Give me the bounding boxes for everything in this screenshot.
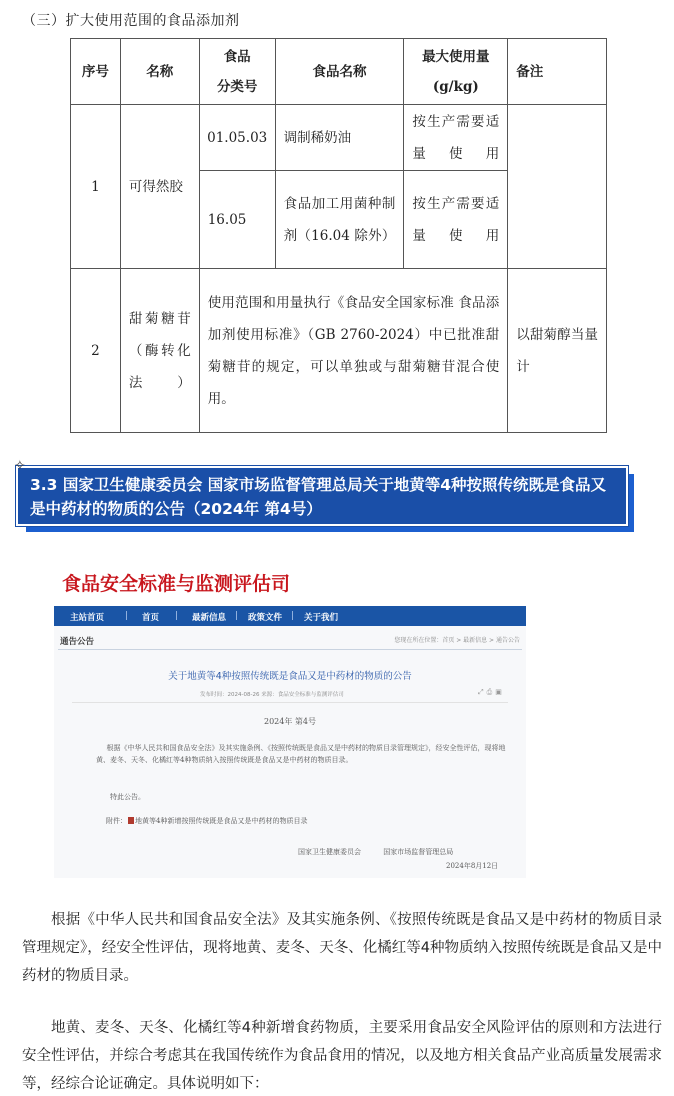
row2-text: 使用范围和用量执行《食品安全国家标准 食品添加剂使用标准》（GB 2760-2024）中已批准甜菊糖苷的规定，可以单独或与甜菊糖苷混合使用。 (199, 269, 507, 433)
row1-no: 1 (71, 105, 121, 269)
document-icon (128, 817, 134, 824)
notice-meta: 发布时间：2024-08-26 来源：食品安全标准与监测评估司 (200, 692, 344, 698)
site-title: 食品安全标准与监测评估司 (54, 560, 526, 606)
header-code-line1: 食品 (223, 48, 251, 65)
header-max-line1: 最大使用量 (422, 48, 490, 65)
row1-food-1: 调制稀奶油 (275, 105, 404, 171)
header-no: 序号 (71, 39, 121, 105)
row2-name: 甜菊糖苷（酶转化法） (120, 269, 199, 433)
divider (72, 702, 508, 703)
site-nav (54, 606, 526, 626)
sparkle-icon: ✧ (14, 458, 26, 474)
nav-divider (236, 611, 237, 620)
row1-max-2: 按生产需要适量使用 (404, 171, 508, 269)
header-note: 备注 (508, 39, 607, 105)
row1-max-1: 按生产需要适量使用 (404, 105, 508, 171)
embedded-screenshot (54, 560, 526, 878)
header-max (404, 39, 508, 105)
nav-divider (292, 611, 293, 620)
nav-divider (176, 611, 177, 620)
header-code (199, 39, 275, 105)
row2-no: 2 (71, 269, 121, 433)
section-bar (58, 630, 522, 650)
signature: 国家卫生健康委员会 国家市场监督管理总局 (298, 848, 454, 856)
notice-number: 2024年 第4号 (264, 717, 316, 726)
nav-item-policy[interactable]: 政策文件 (248, 613, 283, 623)
header-food: 食品名称 (275, 39, 404, 105)
paragraph-1: 根据《中华人民共和国食品安全法》及其实施条例、《按照传统既是食品又是中药材的物质目录管理规定》，经安全性评估，现将地黄、麦冬、天冬、化橘红等4种物质纳入按照传统既是食品又是中药材的物质目录。 (22, 912, 662, 984)
paragraph-2: 地黄、麦冬、天冬、化橘红等4种新增食药物质，主要采用食品安全风险评估的原则和方法进行安全性评估，并综合考虑其在我国传统作为食品食用的情况，以及地方相关食品产业高质量发展需求等，经综合论证确定。具体说明如下： (22, 1020, 662, 1092)
header-code-line2: 分类号 (216, 78, 258, 95)
section-label: （三）扩大使用范围的食品添加剂 (22, 13, 240, 29)
heading-banner: 3.3 国家卫生健康委员会 国家市场监督管理总局关于地黄等4种按照传统既是食品又是中药材的物质的公告（2024年 第4号） (16, 466, 628, 526)
attachment (106, 816, 307, 826)
nav-item-latest[interactable]: 最新信息 (192, 613, 227, 623)
share-icons[interactable]: ⤢⎙▣ (478, 688, 505, 696)
section-heading (14, 458, 634, 532)
notice-ending: 特此公告。 (110, 793, 145, 801)
nav-item-main[interactable]: 主站首页 (70, 613, 105, 623)
nav-item-home[interactable]: 首页 (142, 613, 160, 623)
table-row (71, 269, 607, 433)
notice-title: 关于地黄等4种按照传统既是食品又是中药材的物质的公告 (168, 671, 412, 682)
table-row (71, 105, 607, 171)
row1-food-2: 食品加工用菌种制剂（16.04 除外） (275, 171, 404, 269)
attachment-label: 附件： (106, 817, 127, 825)
header-max-line2: (g/kg) (432, 78, 479, 95)
attachment-link[interactable]: 地黄等4种新增按照传统既是食品又是中药材的物质目录 (135, 817, 308, 825)
location-breadcrumb: 您现在所在位置：首页 > 最新信息 > 通告公告 (394, 637, 520, 644)
nav-item-about[interactable]: 关于我们 (304, 613, 339, 623)
additives-table (70, 38, 607, 433)
row1-note (508, 105, 607, 269)
row1-code-1: 01.05.03 (199, 105, 275, 171)
notice-date: 2024年8月12日 (446, 862, 499, 870)
nav-divider (126, 611, 127, 620)
header-name: 名称 (120, 39, 199, 105)
row1-code-2: 16.05 (199, 171, 275, 269)
section-name: 通告公告 (60, 637, 95, 647)
row1-name: 可得然胶 (120, 105, 199, 269)
row2-note: 以甜菊醇当量计 (508, 269, 607, 433)
notice-body: 根据《中华人民共和国食品安全法》及其实施条例、《按照传统既是食品又是中药材的物质目录管理规定》，经安全性评估，现将地黄、麦冬、天冬、化橘红等4种物质纳入按照传统既是食品又是中药材的物质目录。 (96, 744, 506, 764)
table-header-row (71, 39, 607, 105)
